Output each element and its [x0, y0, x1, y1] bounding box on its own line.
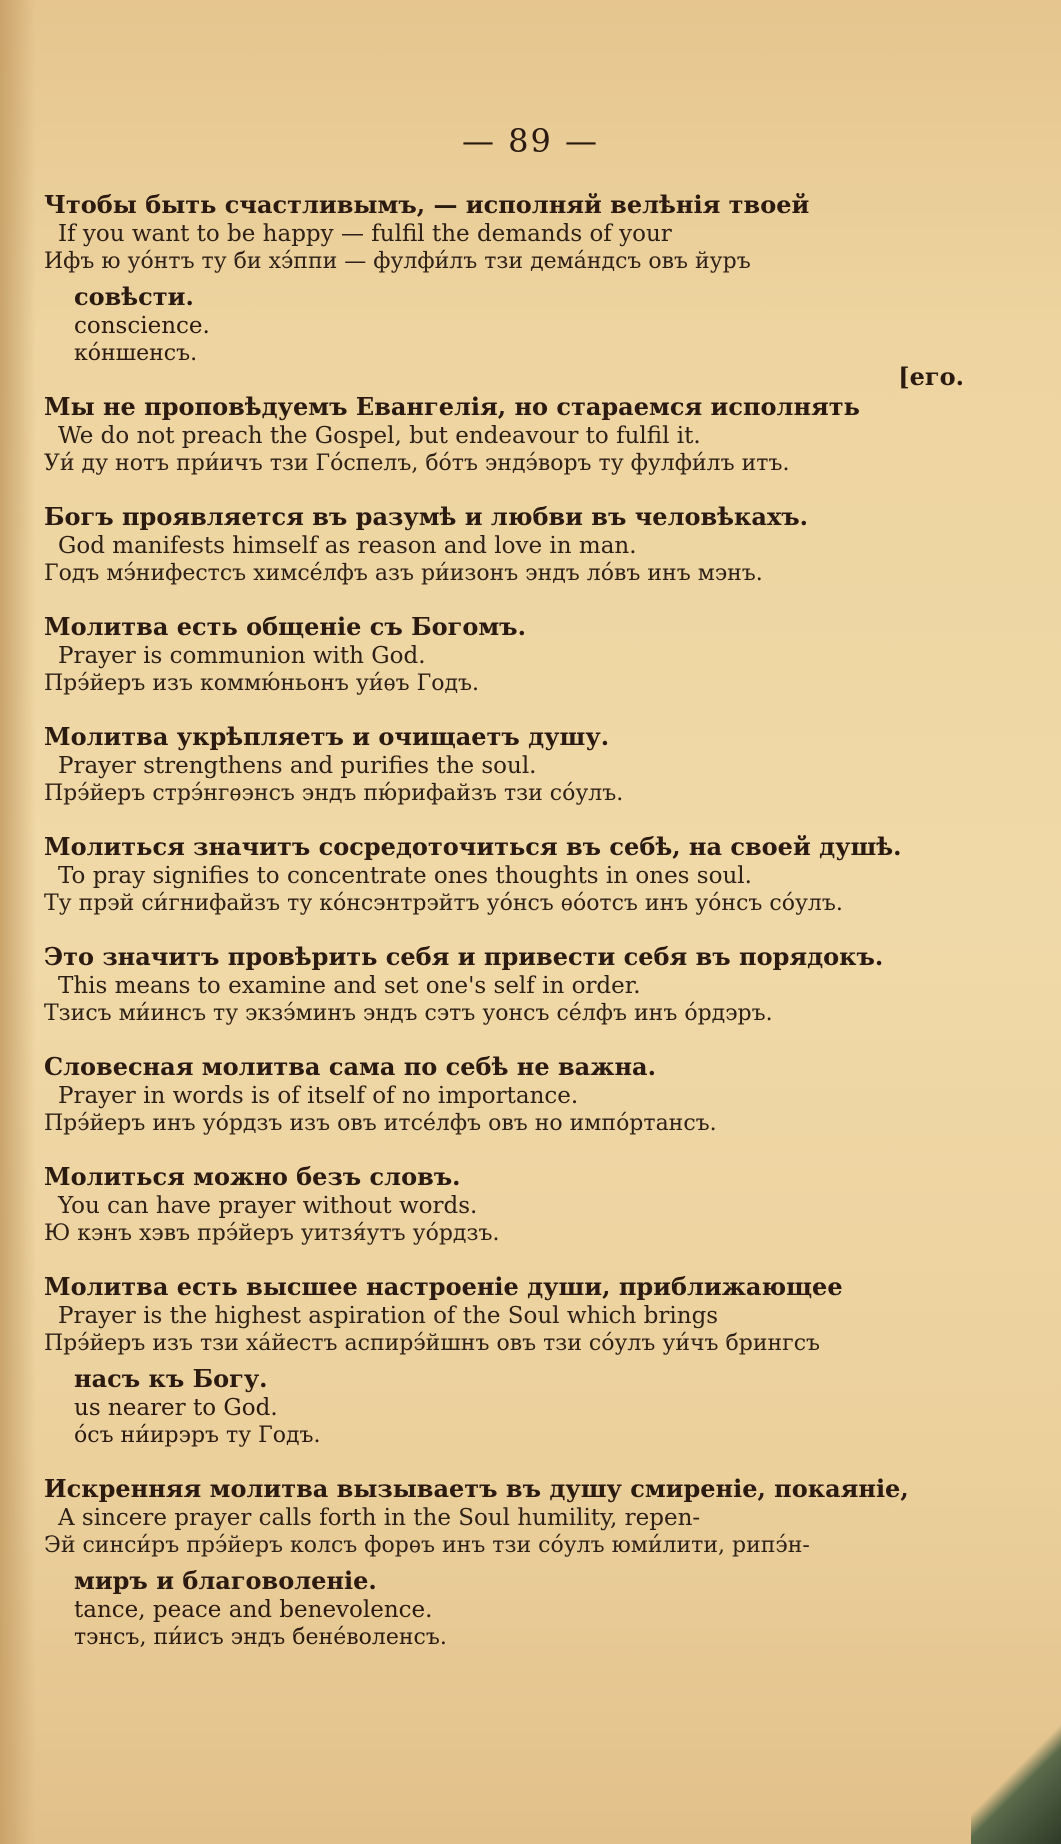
transliteration-line: Годъ мэ́нифестсъ химсе́лфъ азъ ри́изонъ эндъ ло́въ инъ мэнъ.: [44, 561, 763, 586]
russian-continuation: насъ къ Богу.: [74, 1364, 268, 1393]
english-line: To pray signifies to concentrate ones thoughts in ones soul.: [58, 863, 752, 889]
transliteration-line: Ю кэнъ хэвъ прэ́йеръ уитзя́утъ уо́рдзъ.: [44, 1221, 500, 1246]
phrase-entry: [44, 612, 934, 698]
english-line: Prayer strengthens and purifies the soul.: [58, 753, 537, 779]
english-line: A sincere prayer calls forth in the Soul humility, repen-: [58, 1505, 701, 1531]
phrase-entry: [44, 1474, 934, 1652]
transliteration-line: Ифъ ю уо́нтъ ту би хэ́ппи — фулфи́лъ тзи дема́ндсъ овъ йуръ: [44, 249, 751, 274]
phrase-entry: [44, 190, 934, 368]
transliteration-line: Прэ́йеръ изъ коммю́ньонъ уи́ѳъ Годъ.: [44, 671, 480, 696]
transliteration-line: Прэ́йеръ инъ уо́рдзъ изъ овъ итсе́лфъ овъ но импо́ртансъ.: [44, 1111, 717, 1136]
russian-line: Молитва есть высшее настроеніе души, приближающее: [44, 1272, 843, 1301]
transliteration-line: Тзисъ ми́инсъ ту экзэ́минъ эндъ сэтъ уонсъ се́лфъ инъ о́рдэръ.: [44, 1001, 773, 1026]
english-line: This means to examine and set one's self in order.: [58, 973, 641, 999]
transliteration-line: Ту прэй си́гнифайзъ ту ко́нсэнтрэйтъ уо́нсъ ѳо́отсъ инъ уо́нсъ со́улъ.: [44, 891, 843, 916]
english-line: God manifests himself as reason and love in man.: [58, 533, 637, 559]
english-line: Prayer is communion with God.: [58, 643, 426, 669]
english-continuation: us nearer to God.: [74, 1395, 278, 1421]
corner-damage: [971, 1694, 1061, 1844]
english-line: We do not preach the Gospel, but endeavour to fulfil it.: [58, 423, 701, 449]
russian-continuation: совѣсти.: [74, 282, 194, 311]
russian-line: Молитва есть общеніе съ Богомъ.: [44, 612, 526, 641]
phrase-entry: [44, 1272, 934, 1450]
transliteration-continuation: о́съ ни́ирэръ ту Годъ.: [74, 1423, 321, 1448]
russian-line: Молиться значитъ сосредоточиться въ себѣ, на своей душѣ.: [44, 832, 902, 861]
english-line: Prayer in words is of itself of no importance.: [58, 1083, 579, 1109]
russian-line: Чтобы быть счастливымъ, — исполняй велѣнія твоей: [44, 190, 810, 219]
russian-line: Словесная молитва сама по себѣ не важна.: [44, 1052, 656, 1081]
russian-overflow: [его.: [898, 362, 964, 391]
russian-line: Молитва укрѣпляетъ и очищаетъ душу.: [44, 722, 610, 751]
transliteration-line: Уи́ ду нотъ при́ичъ тзи Го́спелъ, бо́тъ эндэ́воръ ту фулфи́лъ итъ.: [44, 451, 790, 476]
russian-continuation: миръ и благоволеніе.: [74, 1566, 377, 1595]
phrase-entry: [44, 362, 964, 478]
phrase-entry: [44, 502, 934, 588]
phrase-entry: [44, 942, 934, 1028]
russian-line: Это значитъ провѣрить себя и привести себя въ порядокъ.: [44, 942, 884, 971]
transliteration-continuation: ко́ншенсъ.: [74, 341, 198, 366]
english-line: If you want to be happy — fulfil the demands of your: [58, 221, 672, 247]
russian-line: Молиться можно безъ словъ.: [44, 1162, 461, 1191]
phrase-entry: [44, 1162, 934, 1248]
phrase-list: [44, 190, 964, 1676]
english-continuation: tance, peace and benevolence.: [74, 1597, 433, 1623]
transliteration-line: Эй синси́ръ прэ́йеръ колсъ форѳъ инъ тзи со́улъ юми́лити, рипэ́н-: [44, 1533, 810, 1558]
russian-line: Искренняя молитва вызываетъ въ душу смиреніе, покаяніе,: [44, 1474, 909, 1503]
transliteration-line: Прэ́йеръ стрэ́нгѳэнсъ эндъ пю́рифайзъ тзи со́улъ.: [44, 781, 624, 806]
russian-line: Богъ проявляется въ разумѣ и любви въ человѣкахъ.: [44, 502, 809, 531]
phrase-entry: [44, 722, 934, 808]
english-continuation: conscience.: [74, 313, 210, 339]
transliteration-line: Прэ́йеръ изъ тзи ха́йестъ аспирэ́йшнъ овъ тзи со́улъ уи́чъ брингсъ: [44, 1331, 821, 1356]
english-line: Prayer is the highest aspiration of the Soul which brings: [58, 1303, 719, 1329]
russian-line: Мы не проповѣдуемъ Евангелія, но стараемся исполнять: [44, 392, 860, 421]
page-edge-stain: [0, 0, 36, 1844]
transliteration-continuation: тэнсъ, пи́исъ эндъ бене́воленсъ.: [74, 1625, 447, 1650]
phrase-entry: [44, 832, 934, 918]
english-line: You can have prayer without words.: [58, 1193, 478, 1219]
phrase-entry: [44, 1052, 934, 1138]
page-number: — 89 —: [461, 122, 600, 160]
